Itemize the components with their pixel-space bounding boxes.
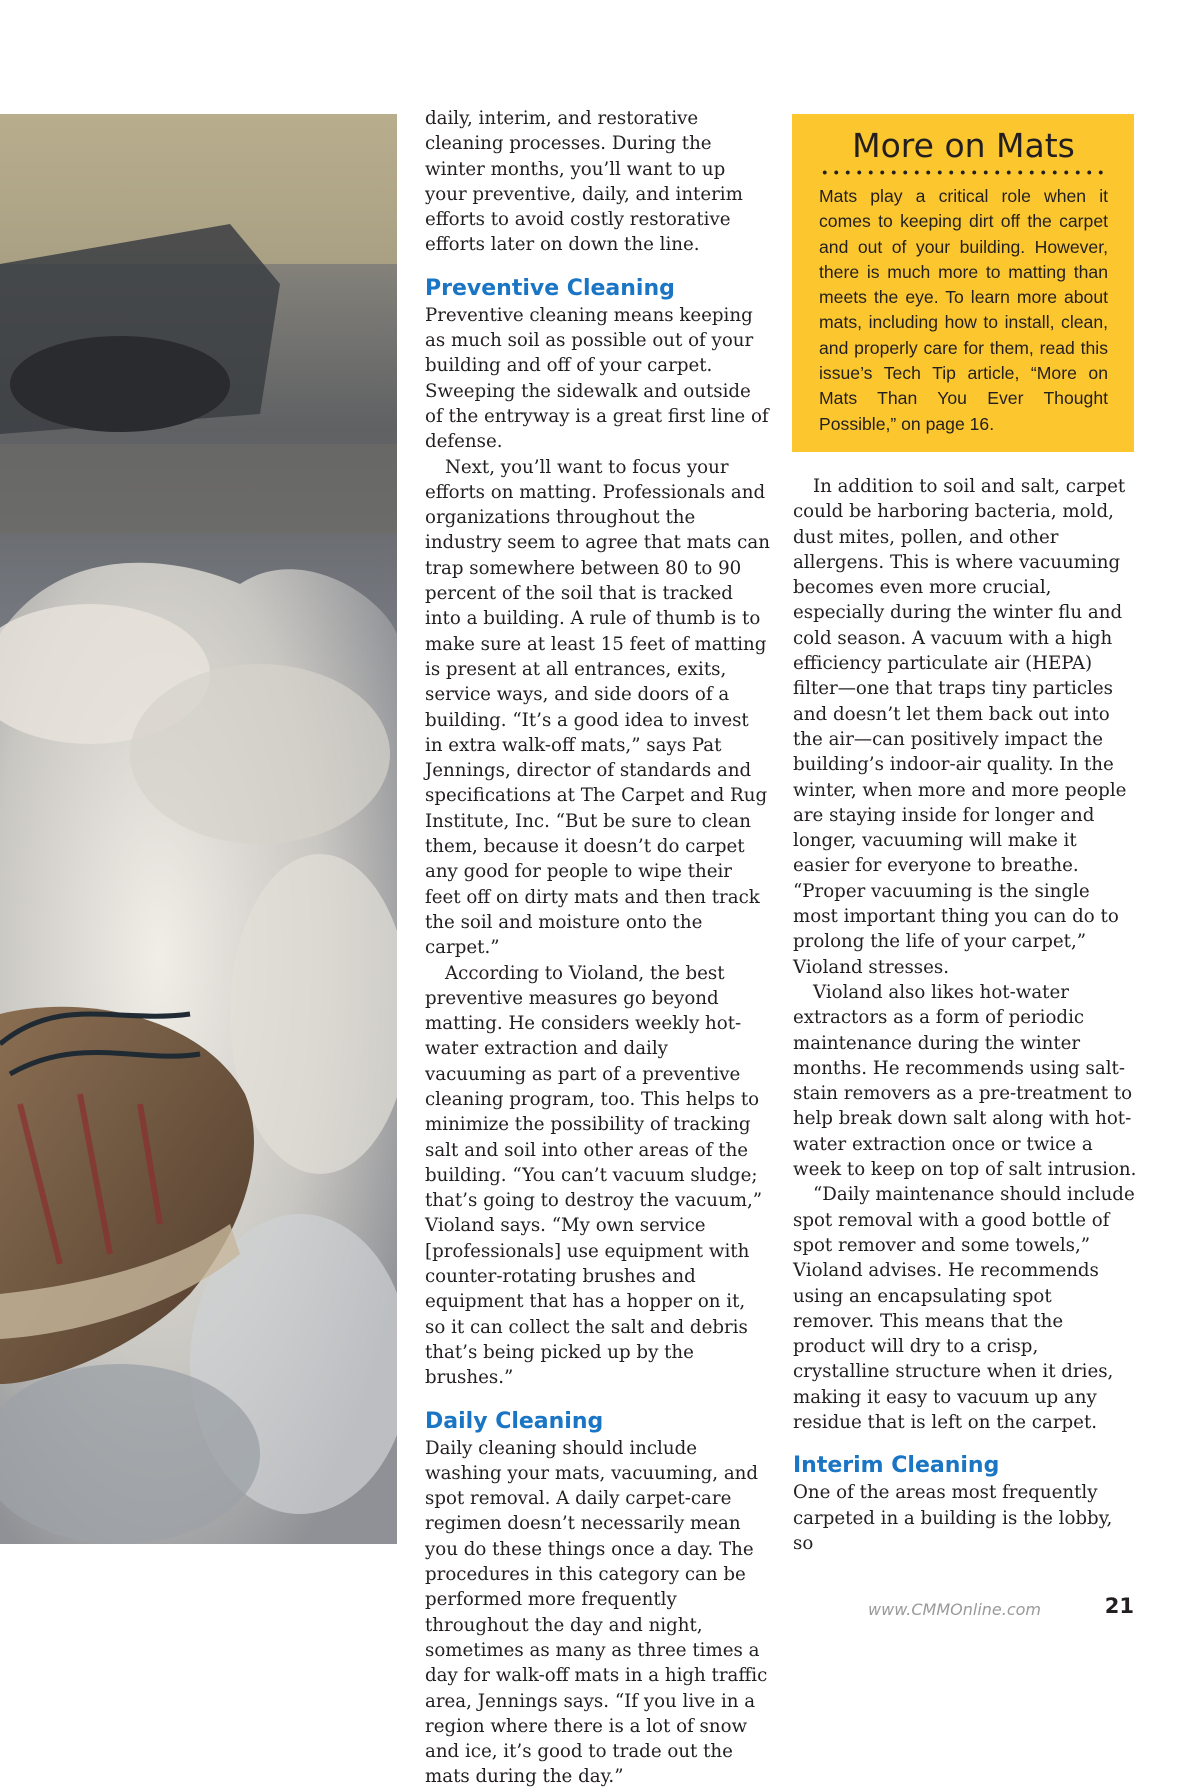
interim-paragraph-1: One of the areas most frequently carpeted in a building is the lobby, so	[793, 1482, 1113, 1554]
snow-boot-photo	[0, 114, 397, 1544]
daily-paragraph-3: Violand also likes hot-water extractors as a form of periodic maintenance during the winter months. He recommends using salt-stain removers as a pre-treatment to help break down salt along with hot-water extraction once or twice a week to keep on top of salt intrusion.	[793, 981, 1137, 1181]
sidebar-title: More on Mats	[852, 126, 1075, 165]
intro-paragraph: daily, interim, and restorative cleaning processes. During the winter months, you’ll want to up your preventive, daily, and interim efforts to avoid costly restorative efforts later on down the line.	[425, 108, 743, 256]
article-column-left	[425, 106, 771, 1790]
preventive-cleaning-heading: Preventive Cleaning	[425, 275, 675, 301]
article-column-right	[793, 474, 1138, 1556]
page-number: 21	[1104, 1594, 1134, 1618]
daily-paragraph-2: In addition to soil and salt, carpet could be harboring bacteria, mold, dust mites, pollen, and other allergens. This is where vacuuming becomes even more crucial, especially during the winter flu and cold season. A vacuum with a high efficiency particulate air (HEPA) filter—one that traps tiny particles and doesn’t let them back out into the air—can positively impact the building’s indoor-air quality. In the winter, when more and more people are staying inside for longer and longer, vacuuming will make it easier for everyone to breathe. “Proper vacuuming is the single most important thing you can do to prolong the life of your carpet,” Violand stresses.	[793, 476, 1127, 978]
dotted-divider	[819, 170, 1108, 175]
footer-website-link[interactable]: www.CMMOnline.com	[868, 1600, 1041, 1619]
daily-paragraph-4: “Daily maintenance should include spot removal with a good bottle of spot remover and some towels,” Violand advises. He recommends using an encapsulating spot remover. This means that the product will dry to a crisp, crystalline structure when it dries, making it easy to vacuum up any residue that is left on the carpet.	[793, 1184, 1135, 1433]
daily-paragraph-1: Daily cleaning should include washing your mats, vacuuming, and spot removal. A daily carpet-care regimen doesn’t necessarily mean you do these things once a day. The procedures in this category can be performed more frequently throughout the day and night, sometimes as many as three times a day for walk-off mats in a high traffic area, Jennings says. “If you live in a region where there is a lot of snow and ice, it’s good to trade out the mats during the day.”	[425, 1437, 768, 1788]
sidebar-body: Mats play a critical role when it comes to keeping dirt off the carpet and out of your building. However, there is much more to matting than meets the eye. To learn more about mats, including how to install, clean, and properly care for them, read this issue’s Tech Tip article, “More on Mats Than You Ever Thought Possible,” on page 16.	[819, 186, 1108, 434]
preventive-paragraph-1: Preventive cleaning means keeping as much soil as possible out of your building and off of your carpet. Sweeping the sidewalk and outside of the entryway is a great first line of defense.	[425, 304, 769, 453]
preventive-paragraph-2: Next, you’ll want to focus your efforts on matting. Professionals and organizations throughout the industry seem to agree that mats can trap somewhere between 80 to 90 percent of the soil that is tracked into a building. A rule of thumb is to make sure at least 15 feet of matting is present at all entrances, exits, service ways, and side doors of a building. “It’s a good idea to invest in extra walk-off mats,” says Pat Jennings, director of standards and specifications at The Carpet and Rug Institute, Inc. “But be sure to clean them, because it doesn’t do carpet any good for people to wipe their feet off on dirty mats and then track the soil and moisture onto the carpet.”	[425, 456, 770, 959]
more-on-mats-sidebar	[792, 114, 1134, 452]
snow-boot-illustration	[0, 114, 397, 1544]
daily-cleaning-heading: Daily Cleaning	[425, 1408, 604, 1434]
interim-cleaning-heading: Interim Cleaning	[793, 1453, 1000, 1479]
preventive-paragraph-3: According to Violand, the best preventive measures go beyond matting. He considers weekly hot-water extraction and daily vacuuming as part of a preventive cleaning program, too. This helps to minimize the possibility of tracking salt and soil into other areas of the building. “You can’t vacuum sludge; that’s going to destroy the vacuum,” Violand says. “My own service [professionals] use equipment with counter-rotating brushes and equipment that has a hopper on it, so it can collect the salt and debris that’s being picked up by the brushes.”	[425, 962, 763, 1389]
